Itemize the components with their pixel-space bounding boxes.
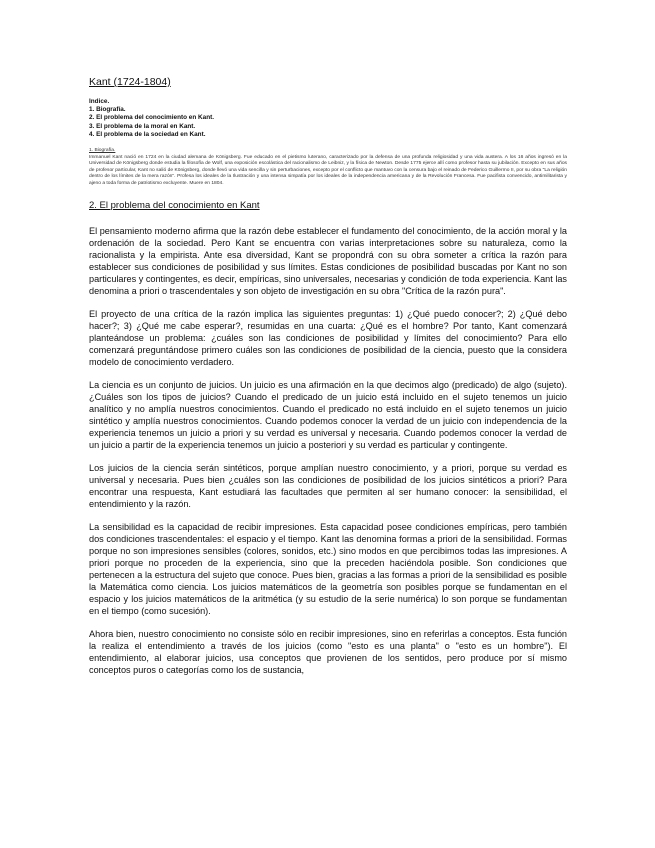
- index-item: 4. El problema de la sociedad en Kant.: [89, 130, 206, 138]
- index-item: 2. El problema del conocimiento en Kant.: [89, 114, 214, 122]
- body-paragraph: Los juicios de la ciencia serán sintéticos, porque amplían nuestro conocimiento, y a priori, porque su verdad es universal y necesaria. Pues bien ¿cuáles son las condiciones de posibilidad de los juicios sintéticos a priori? Para encontrar una respuesta, Kant estudiará las facultades que permiten al ser humano conocer: la sensibilidad, el entendimiento y la razón.: [89, 462, 567, 509]
- biography-block: [89, 148, 567, 188]
- body-paragraph: El pensamiento moderno afirma que la razón debe establecer el fundamento del conocimiento, de la acción moral y la ordenación de la sociedad. Pero Kant se encuentra con varias interpretaciones sobre su naturaleza, como la racionalista y la empirista. Ante esa diversidad, Kant se propondrá con su obra someter a crítica la razón para establecer sus condiciones de posibilidad y sus límites. Estas condiciones de posibilidad buscadas por Kant no son particulares y contingentes, es decir, empíricas, sino universales, necesarias y condición de toda experiencia. Kant las denomina a priori o trascendentales y son objeto de investigación en su obra "Crítica de la razón pura".: [89, 225, 567, 296]
- index-block: [89, 98, 567, 139]
- document-title: Kant (1724-1804): [89, 76, 171, 88]
- index-heading: Indice.: [89, 98, 110, 105]
- index-item: 3. El problema de la moral en Kant.: [89, 122, 196, 130]
- section-title: 2. El problema del conocimiento en Kant: [89, 199, 260, 211]
- index-item: 1. Biografía.: [89, 106, 126, 114]
- body-paragraph: La sensibilidad es la capacidad de recibir impresiones. Esta capacidad posee condiciones empíricas, pero también dos condiciones trascendentales: el espacio y el tiempo. Kant las denomina formas a priori de la sensibilidad. Formas porque no son impresiones sensibles (colores, sonidos, etc.) sino modos en que percibimos todas las impresiones. A priori porque no proceden de la experiencia, sino que la preceden haciéndola posible. Son condiciones que pertenecen a la estructura del sujeto que conoce. Pues bien, gracias a las formas a priori de la sensibilidad es posible la Matemática como ciencia. Los juicios matemáticos de la geometría son posibles porque se fundamentan en el espacio y los juicios matemáticos de la aritmética (y su estudio de la serie numérica) lo son porque se fundamentan en el tiempo (como sucesión).: [89, 521, 567, 616]
- biography-text: Immanuel Kant nació en 1724 en la ciudad alemana de Königsberg. Fue educado en el pietismo luterano, caracterizado por la defensa de una profunda religiosidad y una vida austera. A los 16 años ingresó en la Universidad de Königsberg donde estudia la filosofía de Wolf, una exposición escolástica del racionalismo de Leibniz, y la física de Newton. Desde 1775 ejerce allí como profesor hasta su jubilación. Excepto en sus años de profesor particular, Kant no salió de Königsberg, donde llevó una vida sencilla y sin perturbaciones, excepto por el conflicto que mantuvo con la censura bajo el reinado de Federico Guillermo II, por su obra "La religión dentro de los límites de la mera razón". Profesa los ideales de la Ilustración y una intensa simpatía por los ideales de la independencia americana y de la Revolución Francesa. Fue pacifista convencido, antimilitarista y ajeno a toda forma de patriotismo excluyente. Muere en 1804.: [89, 154, 567, 186]
- document-page: [89, 76, 567, 687]
- body-paragraph: La ciencia es un conjunto de juicios. Un juicio es una afirmación en la que decimos algo (predicado) de algo (sujeto). ¿Cuáles son los tipos de juicios? Cuando el predicado de un juicio está incluido en el sujeto tenemos un juicio analítico y no amplía nuestros conocimientos. Cuando el predicado no está incluido en el sujeto tenemos un juicio sintético y amplía nuestros conocimientos. Cuando podemos conocer la verdad de un juicio con independencia de la experiencia tenemos un juicio a priori y su verdad es universal y necesaria. Cuando podemos conocer la verdad de un juicio a partir de la experiencia tenemos un juicio a posteriori y su verdad es particular y contingente.: [89, 379, 567, 450]
- body-paragraph: El proyecto de una crítica de la razón implica las siguientes preguntas: 1) ¿Qué puedo conocer?; 2) ¿Qué debo hacer?; 3) ¿Qué me cabe esperar?, resumidas en una cuarta: ¿Qué es el hombre? Por tanto, Kant comenzará planteándose un problema: ¿cuáles son las condiciones de posibilidad y límites del conocimiento? Para ello comenzará preguntándose primero cuáles son las condiciones de posibilidad de la ciencia, puesto que la considera modelo de conocimiento verdadero.: [89, 308, 567, 367]
- body-paragraph: Ahora bien, nuestro conocimiento no consiste sólo en recibir impresiones, sino en referirlas a conceptos. Esta función la realiza el entendimiento a través de los juicios (como "esto es una planta" o "esto es un hombre"). El entendimiento, al elaborar juicios, usa conceptos que provienen de los sentidos, pero produce por sí mismo conceptos puros o categorías como los de sustancia,: [89, 628, 567, 675]
- biography-heading: 1. Biografía.: [89, 148, 116, 154]
